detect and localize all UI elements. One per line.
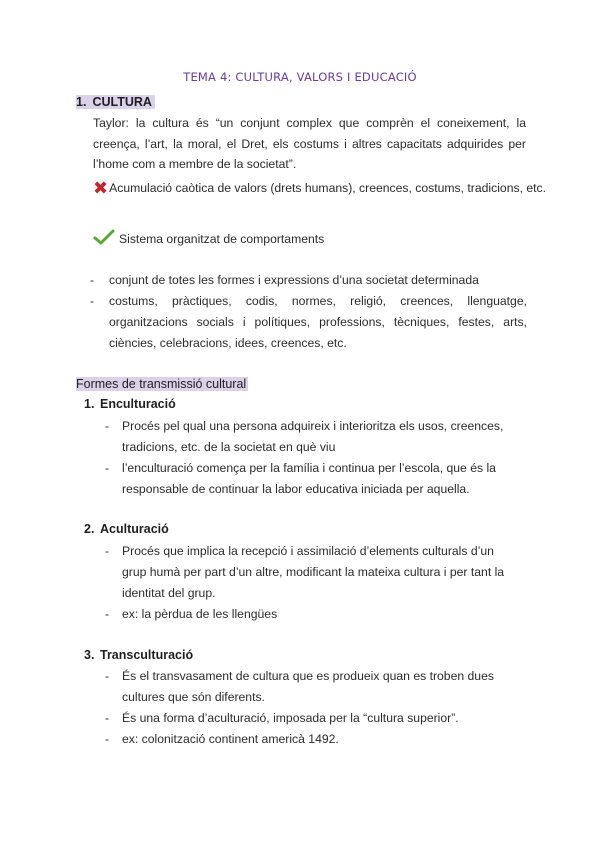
document-title: TEMA 4: CULTURA, VALORS I EDUCACIÓ [183, 70, 417, 84]
list-item: - És el transvasament de cultura que es produeix quan es troben dues cultures que són diferents. [105, 669, 494, 704]
enculturacio-list [105, 416, 509, 500]
check-icon [93, 228, 115, 252]
list-item: - costums, pràctiques, codis, normes, religió, creences, llenguatge, organitzacions socials i polítiques, professions, tècniques, festes, arts, ciències, celebracions, idees, creences, etc. [90, 294, 527, 350]
aculturacio-list [105, 541, 509, 625]
list-item: - ex: la pèrdua de les llengües [105, 607, 278, 621]
wrong-statement [93, 178, 546, 198]
list-item: - conjunt de totes les formes i expressions d’una societat determinada [90, 273, 479, 287]
subheading-transculturacio: 3. Transculturació [84, 648, 194, 662]
cross-icon: ✖ [93, 178, 109, 198]
taylor-definition: Taylor: la cultura és “un conjunt complex que comprèn el coneixement, la creença, l’art, la moral, el Dret, els costums i altres capacitats adquirides per l’home com a membre de la societat”. [93, 116, 526, 171]
transculturacio-list [105, 666, 509, 750]
section-number: 1. [76, 95, 87, 109]
right-statement [93, 228, 324, 252]
list-item: - ex: colonització continent americà 1492. [105, 732, 339, 746]
subheading-aculturacio: 2. Aculturació [84, 522, 169, 536]
list-item: - Procés pel qual una persona adquireix i interioritza els usos, creences, tradicions, etc. de la societat en què viu [105, 419, 504, 454]
list-item: - l’enculturació comença per la família i continua per l’escola, que és la responsable de continuar la labor educativa iniciada per aquella. [105, 461, 496, 496]
list-item: - És una forma d’aculturació, imposada per la “cultura superior”. [105, 711, 459, 725]
cultura-bullet-list [90, 270, 527, 354]
transmission-heading: Formes de transmissió cultural [76, 377, 247, 391]
section-heading-cultura [76, 95, 155, 109]
subheading-enculturacio: 1. Enculturació [84, 397, 176, 411]
right-statement-text: Sistema organitzat de comportaments [119, 232, 325, 246]
section-heading-text: CULTURA [92, 95, 152, 109]
list-item: - Procés que implica la recepció i assimilació d’elements culturals d’un grup humà per part d’un altre, modificant la mateixa cultura i per tant la identitat del grup. [105, 544, 505, 600]
wrong-statement-text: Acumulació caòtica de valors (drets humans), creences, costums, tradicions, etc. [109, 181, 546, 195]
